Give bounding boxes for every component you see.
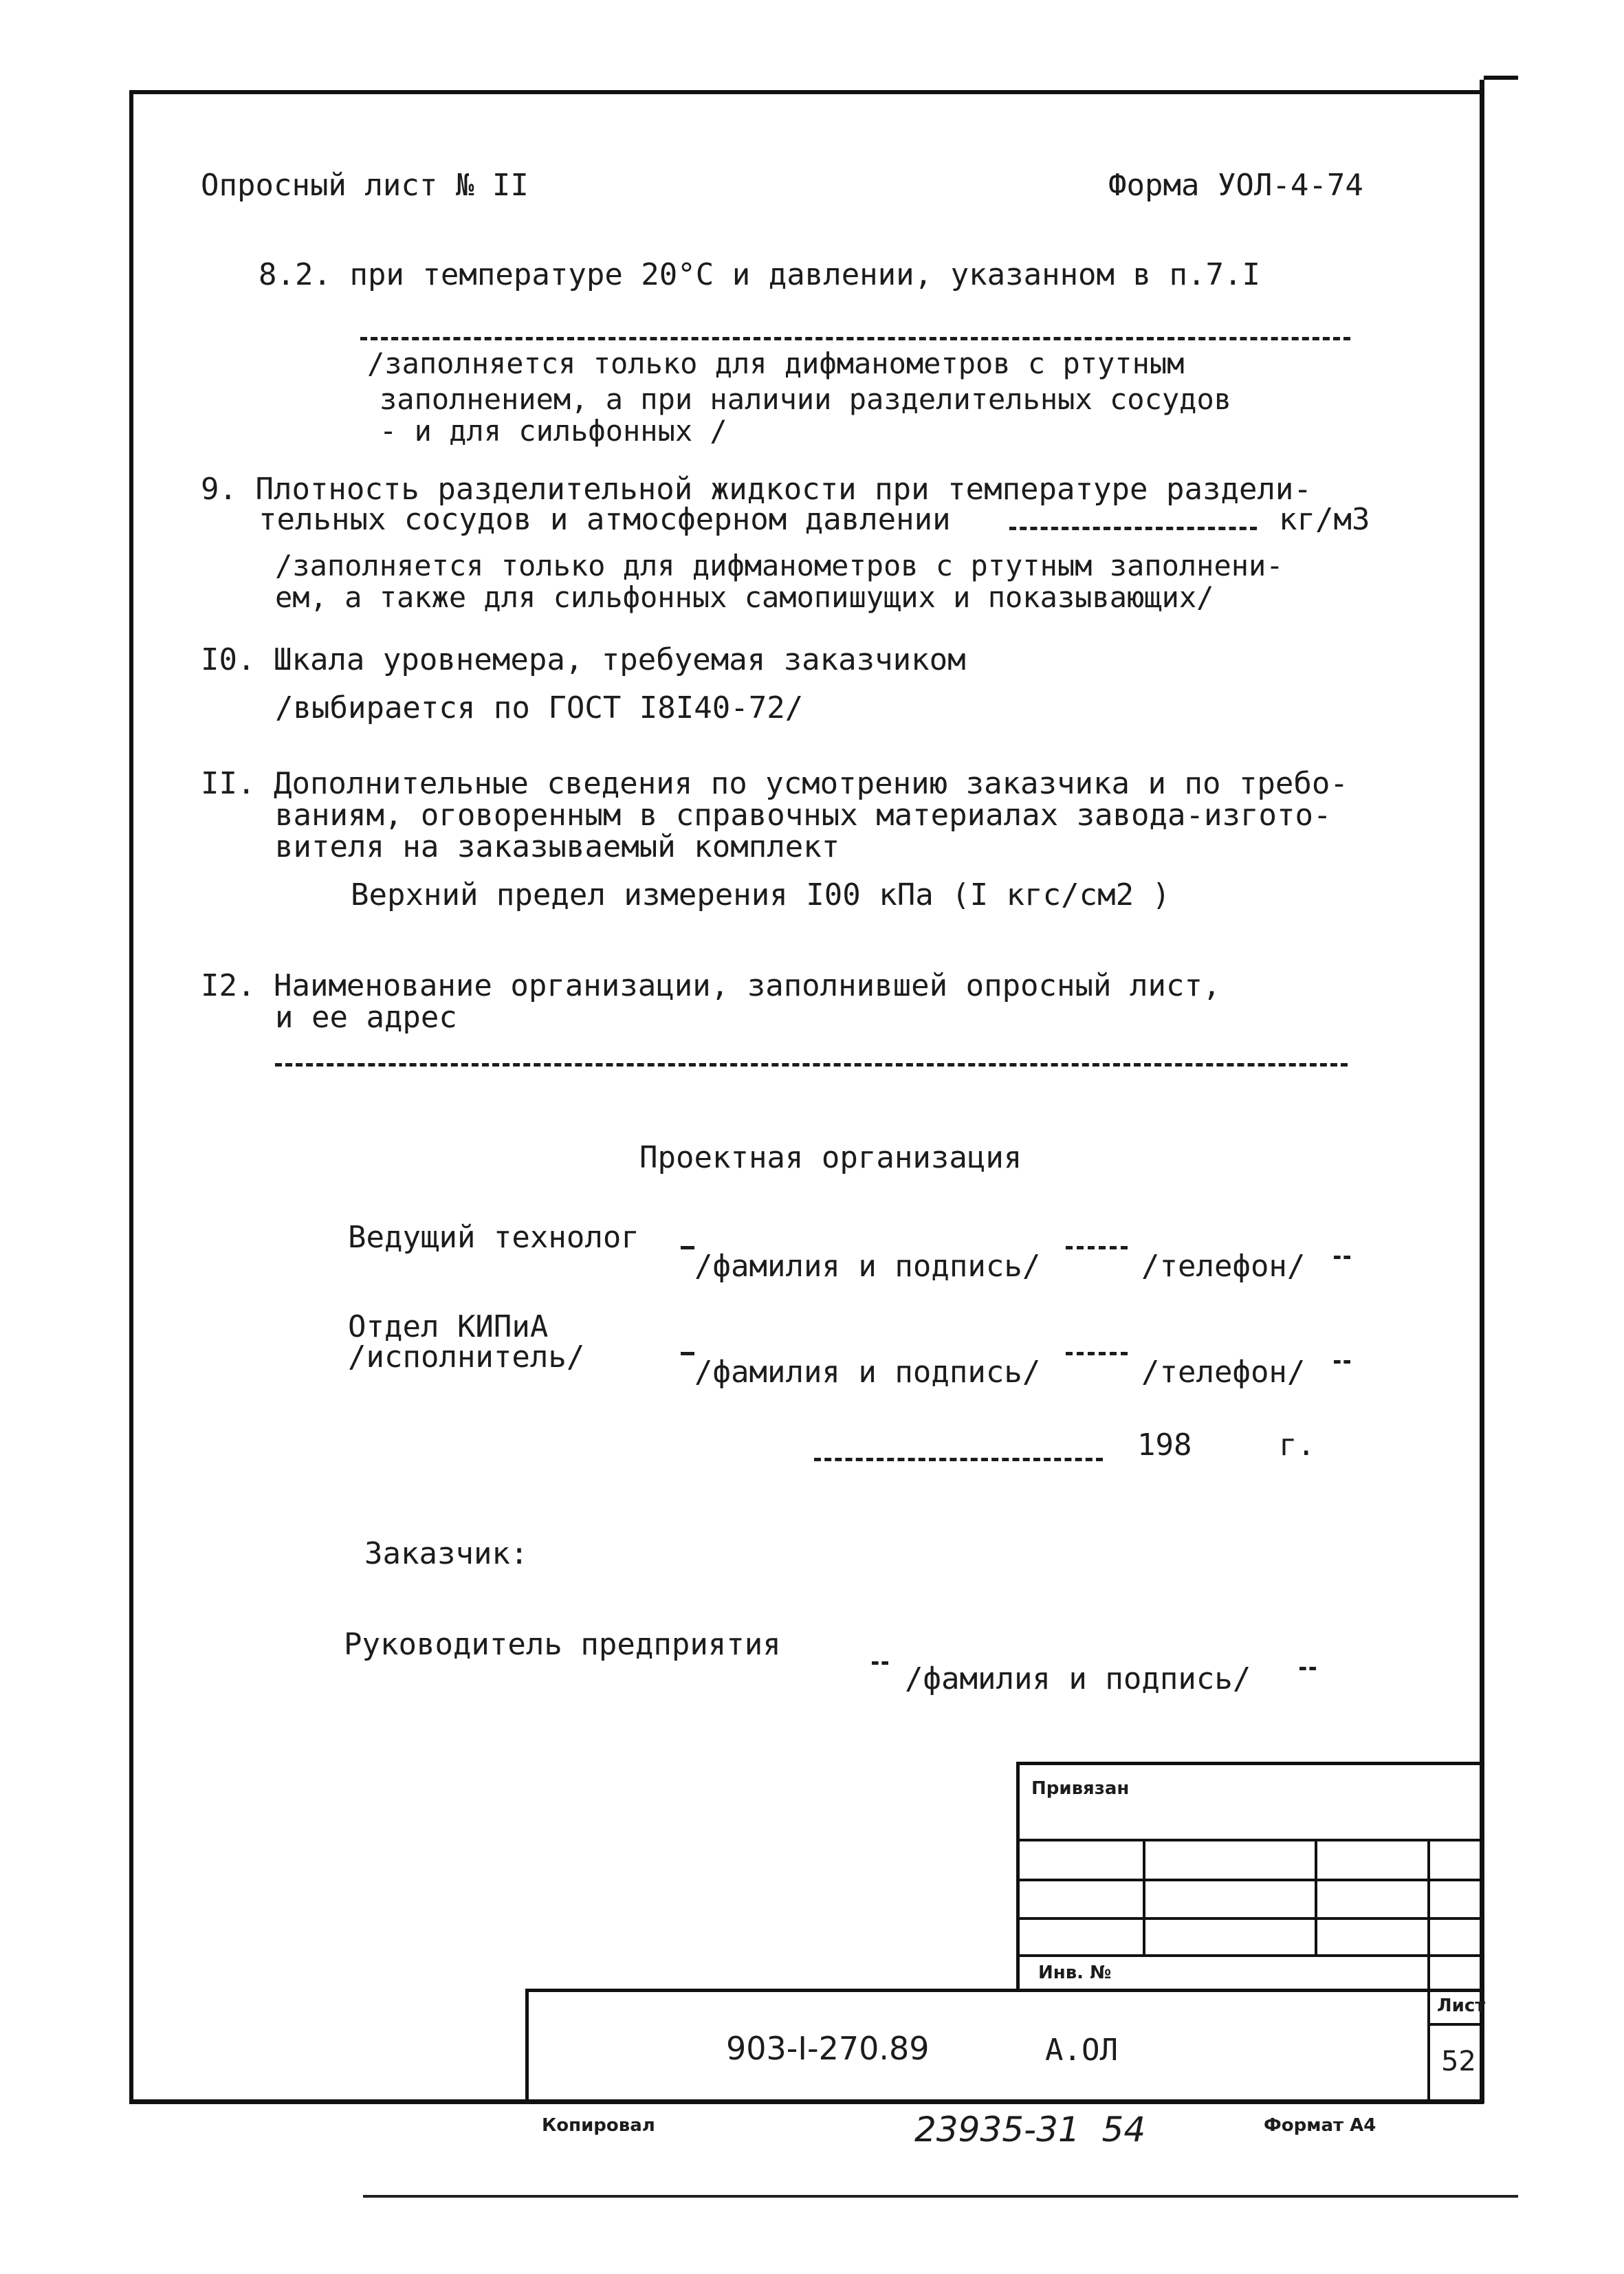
item-8-2-note-2: заполнением, а при наличии разделительных сосудов xyxy=(380,382,1232,416)
item-12-fill-line xyxy=(275,1063,1348,1067)
customer-title: Заказчик: xyxy=(364,1536,529,1571)
frame-right xyxy=(1480,80,1484,2103)
kip-dash-1 xyxy=(681,1352,694,1355)
item-9-note-2: ем, а также для сильфонных самопишущих и показывающих/ xyxy=(275,580,1214,614)
item-9-note-1: /заполняется только для дифманометров с ртутным заполнени- xyxy=(275,549,1284,582)
item-10-text: I0. Шкала уровнемера, требуемая заказчиком xyxy=(201,642,966,677)
document-code: 903-I-270.89 xyxy=(726,2030,930,2067)
document-suffix: А.ОЛ xyxy=(1045,2033,1118,2068)
sheet-title: Опросный лист № II xyxy=(201,168,529,203)
stamp-col-line-1 xyxy=(1143,1839,1145,1956)
project-org-title: Проектная организация xyxy=(639,1140,1022,1175)
item-11-line-1: II. Дополнительные сведения по усмотрению заказчика и по требо- xyxy=(201,766,1348,801)
item-9-unit: кг/м3 xyxy=(1279,502,1370,537)
sheet-cell-divider xyxy=(1427,2023,1484,2026)
stamp-col-line-2 xyxy=(1315,1839,1317,1956)
item-11-line-3: вителя на заказываемый комплект xyxy=(275,829,840,864)
stamp-top-border xyxy=(1016,1762,1484,1765)
stamp-row-line-3 xyxy=(1016,1917,1484,1920)
date-fill-line xyxy=(814,1458,1103,1461)
frame-top xyxy=(129,90,1484,94)
sheet-label: Лист xyxy=(1437,1996,1486,2016)
title-block-left-border xyxy=(525,1989,529,2103)
lead-signature-placeholder: /фамилия и подпись/ xyxy=(694,1249,1041,1284)
item-9-fill-line xyxy=(1009,527,1257,530)
year-suffix: г. xyxy=(1279,1428,1315,1463)
item-12-line-2: и ее адрес xyxy=(275,1000,457,1035)
stamp-row-line-2 xyxy=(1016,1879,1484,1881)
kip-dash-2 xyxy=(1066,1352,1128,1355)
kip-phone-placeholder: /телефон/ xyxy=(1141,1355,1306,1390)
head-dash-1 xyxy=(872,1661,888,1665)
item-10-note: /выбирается по ГОСТ I8I40-72/ xyxy=(275,690,804,725)
item-8-2-text: 8.2. при температуре 20°С и давлении, указанном в п.7.I xyxy=(259,257,1260,292)
item-8-2-note-3: - и для сильфонных / xyxy=(380,414,727,448)
page-bottom-line xyxy=(363,2195,1518,2198)
frame-left xyxy=(129,90,133,2103)
handwritten-number: 23935-31 54 xyxy=(914,2110,1146,2150)
form-code: Форма УОЛ-4-74 xyxy=(1108,168,1363,203)
lead-technologist-label: Ведущий технолог xyxy=(348,1220,639,1255)
head-dash-2 xyxy=(1299,1667,1316,1670)
enterprise-head-label: Руководитель предприятия xyxy=(344,1627,781,1662)
item-12-line-1: I2. Наименование организации, заполнившей опросный лист, xyxy=(201,968,1221,1003)
title-block-top-border xyxy=(525,1989,1484,1992)
lead-phone-placeholder: /телефон/ xyxy=(1141,1249,1306,1284)
linked-label: Привязан xyxy=(1031,1778,1130,1799)
sheet-number: 52 xyxy=(1441,2046,1476,2077)
year-prefix: 198 xyxy=(1137,1428,1192,1463)
stamp-col-line-3 xyxy=(1427,1839,1430,2103)
stamp-row-line-1 xyxy=(1016,1839,1484,1841)
kip-dash-3 xyxy=(1334,1360,1350,1364)
lead-dash-3 xyxy=(1334,1256,1350,1259)
item-9-line-2: тельных сосудов и атмосферном давлении xyxy=(259,502,951,537)
head-signature-placeholder: /фамилия и подпись/ xyxy=(905,1661,1251,1696)
item-9-line-1: 9. Плотность разделительной жидкости при температуре раздели- xyxy=(201,472,1312,507)
frame-bottom xyxy=(129,2099,1484,2104)
stamp-row-line-4 xyxy=(1016,1954,1484,1957)
lead-dash-2 xyxy=(1066,1246,1128,1249)
kip-executor-label: /исполнитель/ xyxy=(348,1340,585,1375)
kip-dept-label: Отдел КИПиА xyxy=(348,1309,549,1344)
lead-dash-1 xyxy=(681,1246,694,1249)
frame-top-extension xyxy=(1484,76,1518,80)
item-11-line-2: ваниям, оговоренным в справочных материалах завода-изгото- xyxy=(275,798,1332,833)
item-8-2-note-1: /заполняется только для дифманометров с ртутным xyxy=(367,347,1185,380)
inventory-number-label: Инв. № xyxy=(1038,1963,1112,1983)
kip-signature-placeholder: /фамилия и подпись/ xyxy=(694,1355,1041,1390)
copied-by-label: Копировал xyxy=(542,2115,655,2136)
item-11-value: Верхний предел измерения I00 кПа (I кгс/см2 ) xyxy=(351,877,1171,912)
item-8-2-fill-line xyxy=(360,337,1350,340)
format-label: Формат А4 xyxy=(1264,2115,1376,2136)
